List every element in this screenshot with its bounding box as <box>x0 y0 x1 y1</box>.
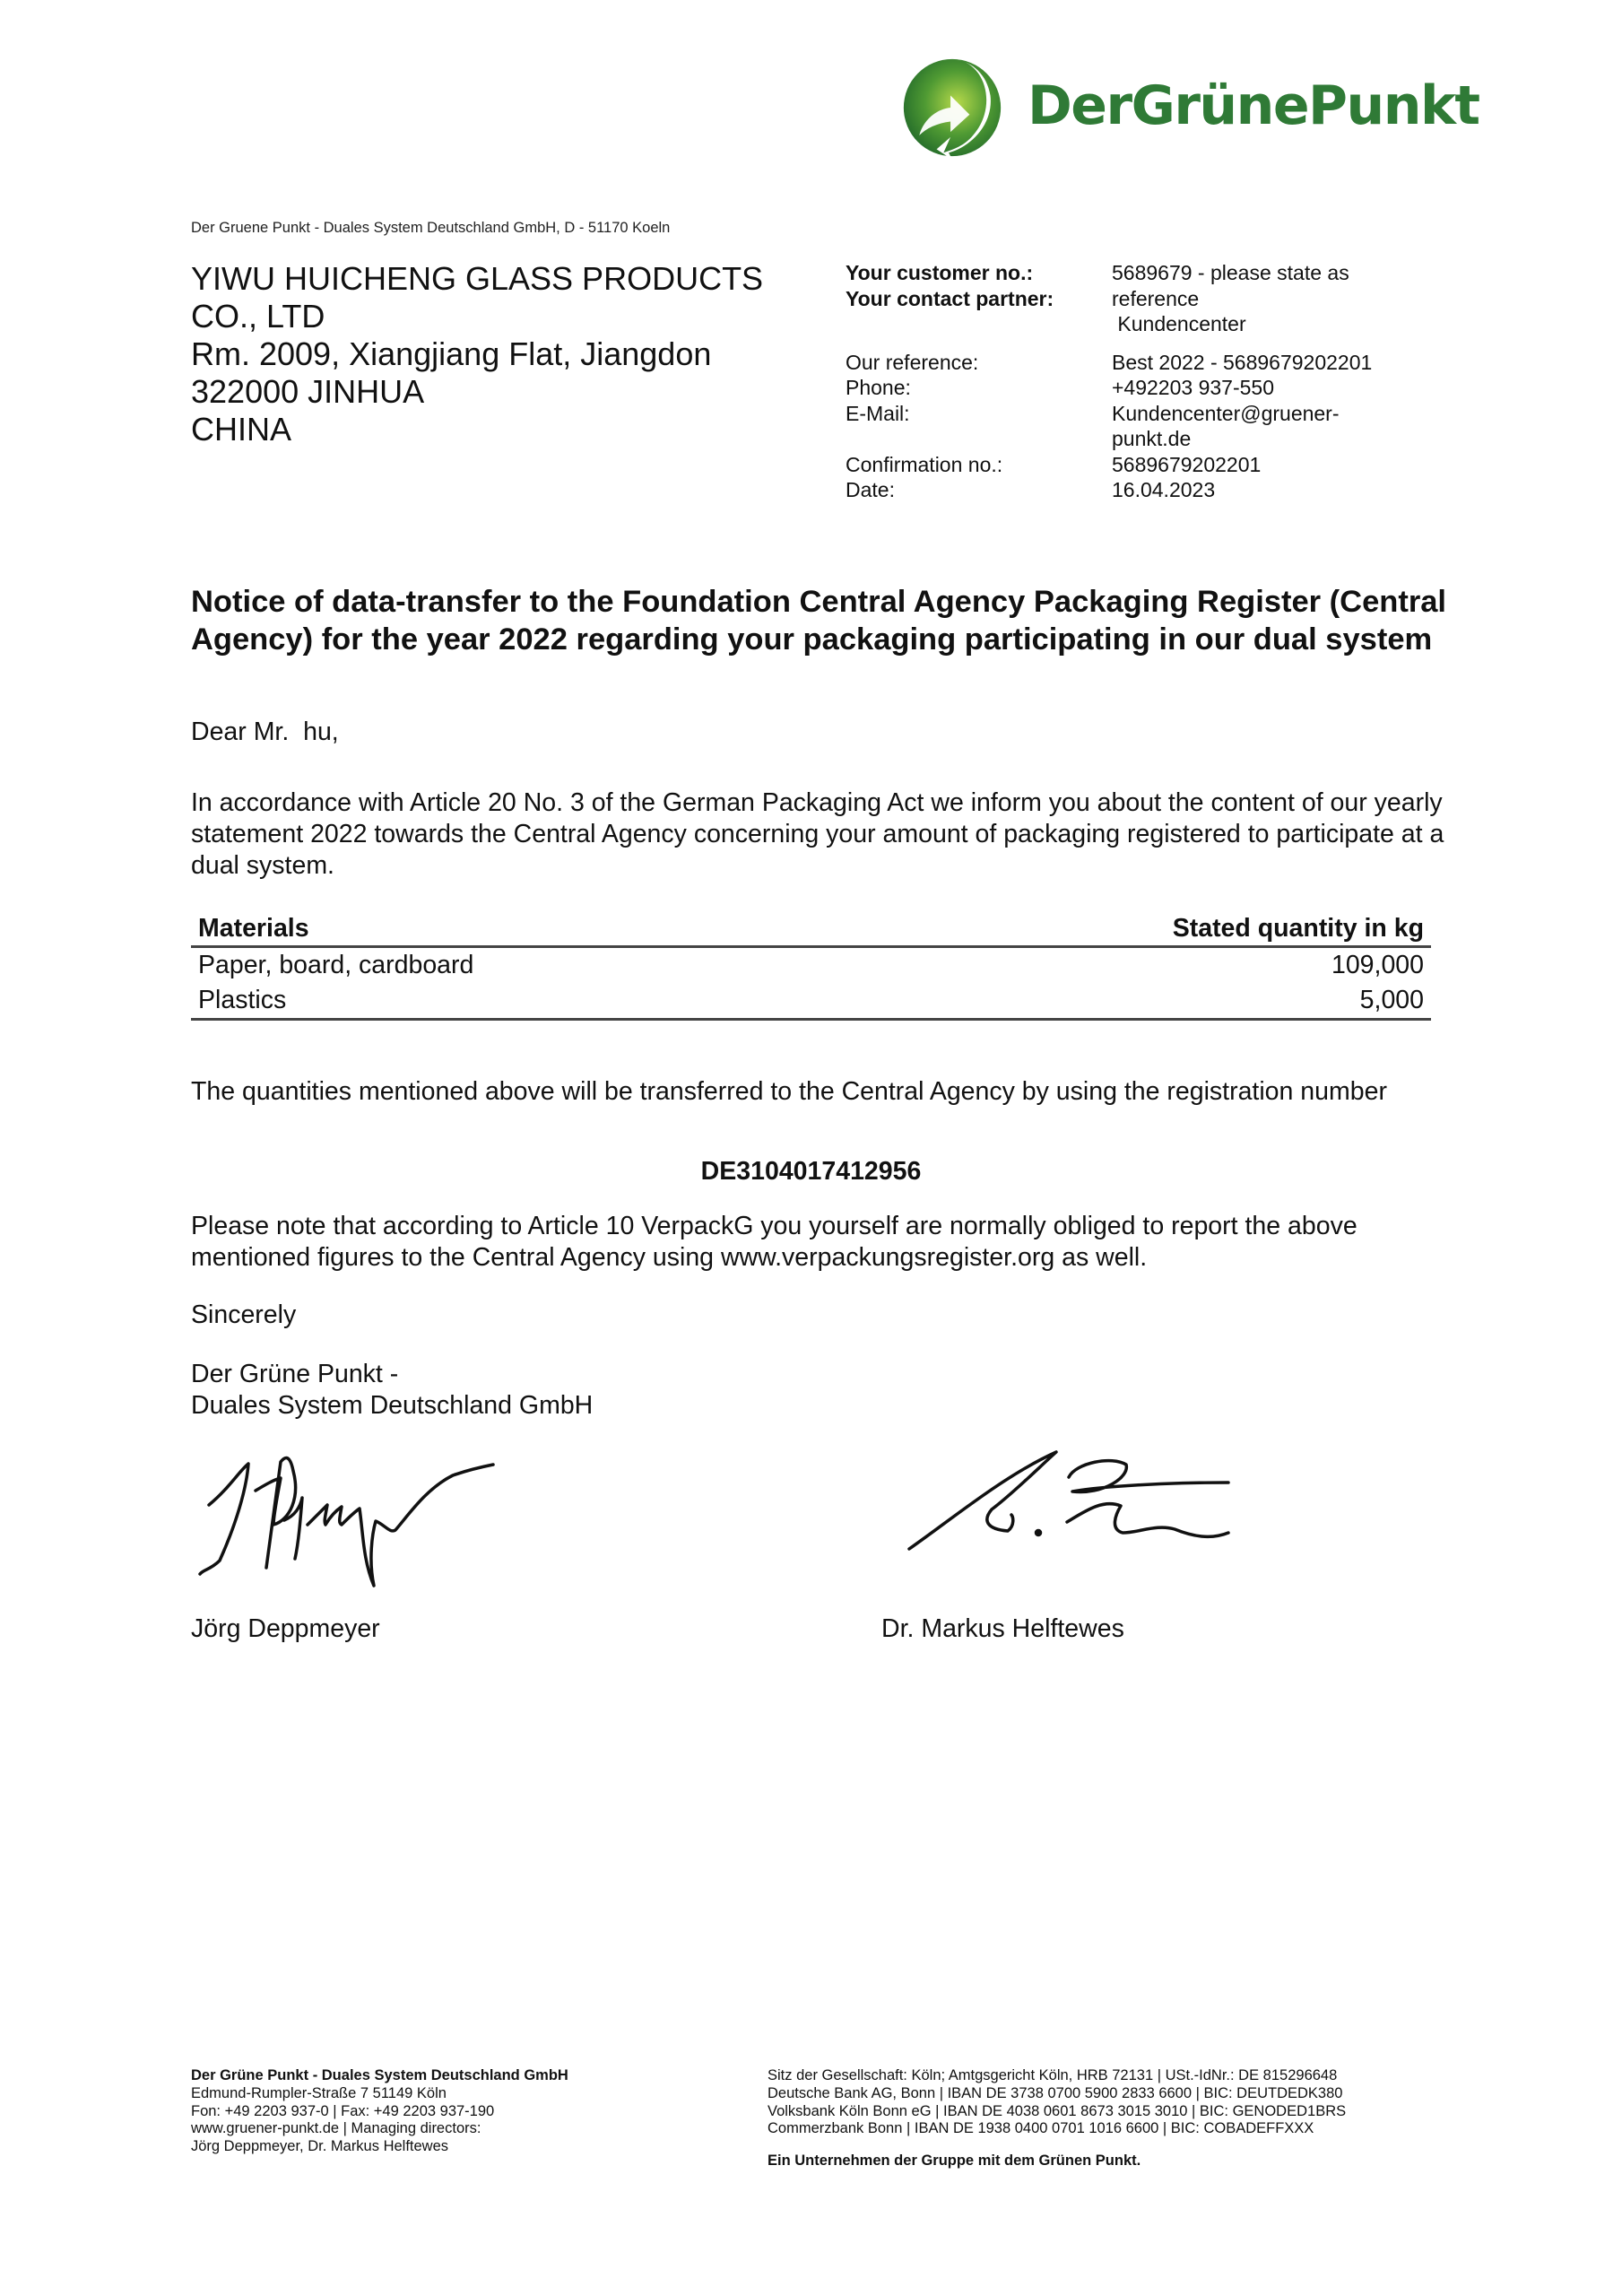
footer-directors-names: Jörg Deppmeyer, Dr. Markus Helftewes <box>191 2138 449 2155</box>
sender-address-line: Der Gruene Punkt - Duales System Deutschland GmbH, D - 51170 Koeln <box>191 220 671 236</box>
recipient-line: 322000 JINHUA <box>191 373 425 410</box>
company-logo <box>899 54 1479 161</box>
signature-deppmeyer <box>184 1435 507 1592</box>
confirmation-row <box>846 452 1372 478</box>
customer-no-value: 5689679 - please state as <box>1112 261 1349 284</box>
paragraph-intro: In accordance with Article 20 No. 3 of the German Packaging Act we inform you about the content of our yearly statement 2022 towards the Central Agency concerning your amount of packaging registered to participate at a dual system. <box>191 788 1444 880</box>
email-value-cont: punkt.de <box>1112 427 1192 450</box>
quantity-cell: 5,000 <box>838 983 1431 1020</box>
footer-legal-bank-info <box>768 2067 1346 2170</box>
email-row-cont <box>846 426 1372 452</box>
material-cell: Paper, board, cardboard <box>198 951 474 979</box>
company-line: Der Grüne Punkt - <box>191 1360 399 1388</box>
reference-info-block <box>846 260 1372 503</box>
customer-no-label: Your customer no.: <box>846 261 1034 284</box>
salutation: Dear Mr. hu, <box>191 718 339 746</box>
footer-company-info <box>191 2067 568 2156</box>
table-header-row <box>191 913 1431 947</box>
signer-name: Jörg Deppmeyer <box>191 1614 380 1643</box>
confirmation-label: Confirmation no.: <box>846 452 1003 476</box>
footer-bank-line: Deutsche Bank AG, Bonn | IBAN DE 3738 0700 5900 2833 6600 | BIC: DEUTDEDK380 <box>768 2084 1343 2101</box>
our-reference-value: Best 2022 - 5689679202201 <box>1112 350 1373 374</box>
recycling-arrows-icon <box>899 56 1005 160</box>
our-reference-label: Our reference: <box>846 350 979 374</box>
date-label: Date: <box>846 478 895 501</box>
footer-registration: Sitz der Gesellschaft: Köln; Amtgsgericht Köln, HRB 72131 | USt.-IdNr.: DE 815296648 <box>768 2067 1338 2083</box>
table-row <box>191 983 1431 1020</box>
spacer <box>846 337 1372 350</box>
footer-address: Edmund-Rumpler-Straße 7 51149 Köln <box>191 2084 447 2101</box>
our-reference-row <box>846 350 1372 376</box>
spacer <box>768 2138 1346 2152</box>
confirmation-value: 5689679202201 <box>1112 452 1262 476</box>
logo-wordmark: DerGrünePunkt <box>1028 74 1479 137</box>
date-value: 16.04.2023 <box>1112 478 1216 501</box>
contact-partner-row <box>846 286 1372 312</box>
date-row <box>846 477 1372 503</box>
registration-number: DE3104017412956 <box>700 1157 922 1186</box>
column-header-quantity: Stated quantity in kg <box>838 913 1431 947</box>
materials-table <box>191 913 1431 1021</box>
paragraph-transfer: The quantities mentioned above will be transferred to the Central Agency by using the registration number <box>191 1077 1387 1106</box>
footer-bank-line: Commerzbank Bonn | IBAN DE 1938 0400 0701 1016 6600 | BIC: COBADEFFXXX <box>768 2120 1314 2137</box>
company-line: Duales System Deutschland GmbH <box>191 1391 594 1420</box>
contact-partner-name: Kundencenter <box>1112 312 1246 335</box>
quantity-cell: 109,000 <box>1331 951 1424 979</box>
empty-label <box>846 311 1112 337</box>
recipient-address <box>191 260 763 448</box>
letter-title: Notice of data-transfer to the Foundation Central Agency Packaging Register (Central Agency) for the year 2022 regarding your packaging participating in our dual system <box>191 585 1447 657</box>
recipient-line: Rm. 2009, Xiangjiang Flat, Jiangdon <box>191 335 712 372</box>
email-label: E-Mail: <box>846 401 910 425</box>
phone-row <box>846 375 1372 401</box>
column-header-materials: Materials <box>191 913 838 947</box>
footer-bank-line: Volksbank Köln Bonn eG | IBAN DE 4038 0601 8673 3015 3010 | BIC: GENODED1BRS <box>768 2102 1347 2119</box>
contact-partner-value: reference <box>1112 286 1200 310</box>
closing: Sincerely <box>191 1300 297 1329</box>
footer-company-name: Der Grüne Punkt - Duales System Deutschland GmbH <box>191 2067 568 2083</box>
footer-tagline: Ein Unternehmen der Gruppe mit dem Grünen Punkt. <box>768 2152 1141 2170</box>
email-row <box>846 401 1372 427</box>
phone-label: Phone: <box>846 376 911 399</box>
recipient-line: YIWU HUICHENG GLASS PRODUCTS <box>191 260 764 297</box>
contact-partner-label: Your contact partner: <box>846 286 1054 310</box>
recipient-line: CO., LTD <box>191 298 325 335</box>
footer-website-directors: www.gruener-punkt.de | Managing directors: <box>191 2120 481 2137</box>
customer-no-row <box>846 260 1372 286</box>
signature-helftewes <box>897 1439 1242 1556</box>
phone-value: +492203 937-550 <box>1112 376 1274 399</box>
material-cell: Plastics <box>191 983 838 1020</box>
empty-label <box>846 426 1112 452</box>
footer-phone-fax: Fon: +49 2203 937-0 | Fax: +49 2203 937-190 <box>191 2102 495 2119</box>
signer-name: Dr. Markus Helftewes <box>881 1614 1124 1643</box>
company-signature-block <box>191 1359 593 1422</box>
recipient-line: CHINA <box>191 411 292 448</box>
contact-partner-row-cont <box>846 311 1372 337</box>
paragraph-note: Please note that according to Article 10 VerpackG you yourself are normally obliged to report the above mentioned figures to the Central Agency using www.verpackungsregister.org as well. <box>191 1212 1357 1272</box>
table-row <box>191 947 1431 984</box>
email-value: Kundencenter@gruener- <box>1112 401 1340 425</box>
